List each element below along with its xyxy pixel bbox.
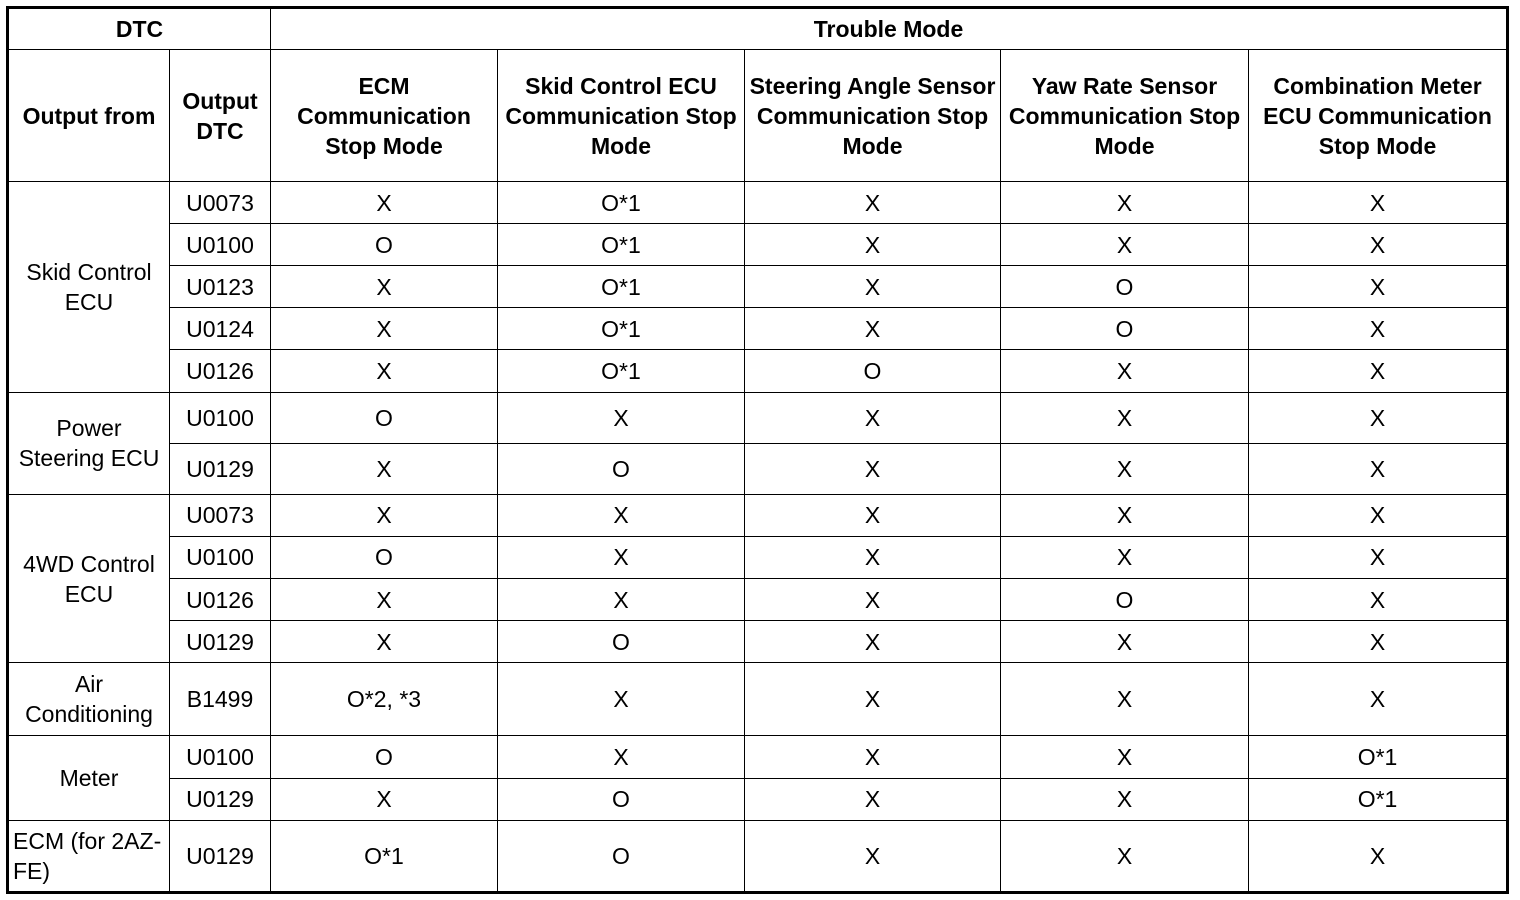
mode-cell: X (498, 579, 745, 621)
mode-cell: X (271, 443, 498, 494)
table-row (8, 621, 1508, 663)
output-from-cell: Air Conditioning (8, 663, 170, 736)
mode-cell: X (271, 308, 498, 350)
mode-cell: O (1001, 266, 1249, 308)
mode-cell: X (1001, 736, 1249, 778)
table-row (8, 536, 1508, 578)
mode-cell: O*1 (498, 224, 745, 266)
table-row (8, 224, 1508, 266)
mode-cell: X (745, 392, 1001, 443)
table-row (8, 308, 1508, 350)
mode-header-yaw-rate: Yaw Rate Sensor Communication Stop Mode (1001, 50, 1249, 182)
mode-header-skid-control: Skid Control ECU Communication Stop Mode (498, 50, 745, 182)
table-row (8, 494, 1508, 536)
dtc-header: DTC (8, 8, 271, 50)
output-from-header: Output from (8, 50, 170, 182)
mode-cell: X (745, 820, 1001, 892)
mode-cell: X (1249, 494, 1508, 536)
mode-cell: X (1249, 308, 1508, 350)
output-from-cell: Skid Control ECU (8, 182, 170, 393)
mode-cell: X (1001, 621, 1249, 663)
dtc-code-cell: U0124 (170, 308, 271, 350)
mode-cell: O (498, 778, 745, 820)
mode-cell: X (745, 224, 1001, 266)
mode-cell: O (271, 392, 498, 443)
mode-cell: O (271, 736, 498, 778)
mode-cell: X (745, 494, 1001, 536)
mode-cell: X (1001, 820, 1249, 892)
output-from-cell: 4WD Control ECU (8, 494, 170, 662)
output-from-cell: ECM (for 2AZ-FE) (8, 820, 170, 892)
dtc-code-cell: U0129 (170, 621, 271, 663)
mode-cell: X (745, 443, 1001, 494)
mode-cell: X (1249, 621, 1508, 663)
mode-cell: X (1249, 579, 1508, 621)
mode-cell: X (1001, 778, 1249, 820)
mode-cell: X (1001, 224, 1249, 266)
mode-cell: O (1001, 308, 1249, 350)
mode-cell: X (745, 308, 1001, 350)
mode-cell: X (271, 778, 498, 820)
mode-cell: O (745, 350, 1001, 392)
mode-cell: O*1 (271, 820, 498, 892)
output-from-cell: Meter (8, 736, 170, 820)
dtc-code-cell: U0100 (170, 392, 271, 443)
mode-cell: X (1001, 350, 1249, 392)
mode-cell: O*1 (1249, 736, 1508, 778)
dtc-trouble-mode-table (6, 6, 1509, 894)
mode-cell: X (1249, 392, 1508, 443)
mode-cell: X (1249, 663, 1508, 736)
mode-cell: O*1 (498, 182, 745, 224)
mode-cell: X (745, 182, 1001, 224)
dtc-code-cell: U0100 (170, 736, 271, 778)
mode-cell: X (1001, 392, 1249, 443)
mode-cell: X (1249, 820, 1508, 892)
dtc-code-cell: U0129 (170, 778, 271, 820)
mode-cell: O*1 (498, 308, 745, 350)
dtc-code-cell: U0123 (170, 266, 271, 308)
mode-cell: X (1249, 224, 1508, 266)
mode-cell: X (1249, 443, 1508, 494)
mode-cell: O*2, *3 (271, 663, 498, 736)
mode-cell: X (745, 621, 1001, 663)
table-row (8, 736, 1508, 778)
mode-cell: X (745, 536, 1001, 578)
mode-cell: X (498, 736, 745, 778)
mode-cell: X (1249, 266, 1508, 308)
mode-cell: X (1001, 536, 1249, 578)
dtc-code-cell: U0129 (170, 820, 271, 892)
table-row (8, 663, 1508, 736)
mode-cell: X (498, 392, 745, 443)
dtc-code-cell: U0126 (170, 350, 271, 392)
mode-cell: X (271, 494, 498, 536)
mode-cell: X (271, 350, 498, 392)
mode-cell: O (271, 224, 498, 266)
mode-cell: X (745, 579, 1001, 621)
output-from-cell: Power Steering ECU (8, 392, 170, 494)
table-row (8, 579, 1508, 621)
mode-cell: X (271, 621, 498, 663)
table-row (8, 350, 1508, 392)
mode-cell: X (271, 579, 498, 621)
table-row (8, 392, 1508, 443)
mode-cell: O (498, 443, 745, 494)
mode-cell: X (498, 536, 745, 578)
mode-cell: X (1249, 536, 1508, 578)
dtc-code-cell: U0100 (170, 536, 271, 578)
dtc-code-cell: U0073 (170, 494, 271, 536)
mode-header-combination-meter: Combination Meter ECU Communication Stop Mode (1249, 50, 1508, 182)
table-row (8, 820, 1508, 892)
table-row (8, 778, 1508, 820)
mode-cell: X (498, 494, 745, 536)
mode-cell: O*1 (498, 350, 745, 392)
mode-cell: X (498, 663, 745, 736)
dtc-code-cell: B1499 (170, 663, 271, 736)
dtc-code-cell: U0100 (170, 224, 271, 266)
table-row (8, 443, 1508, 494)
mode-cell: X (1249, 350, 1508, 392)
mode-cell: X (745, 266, 1001, 308)
mode-header-steering-angle: Steering Angle Sensor Communication Stop Mode (745, 50, 1001, 182)
dtc-code-cell: U0126 (170, 579, 271, 621)
mode-cell: X (1001, 443, 1249, 494)
mode-cell: X (1001, 182, 1249, 224)
mode-cell: X (745, 663, 1001, 736)
mode-cell: X (1001, 663, 1249, 736)
mode-cell: X (271, 266, 498, 308)
mode-cell: X (1001, 494, 1249, 536)
mode-cell: O (498, 820, 745, 892)
mode-cell: O (498, 621, 745, 663)
mode-cell: O*1 (1249, 778, 1508, 820)
mode-cell: X (745, 778, 1001, 820)
mode-cell: O*1 (498, 266, 745, 308)
mode-cell: O (1001, 579, 1249, 621)
mode-cell: X (271, 182, 498, 224)
dtc-code-cell: U0073 (170, 182, 271, 224)
mode-cell: X (1249, 182, 1508, 224)
output-dtc-header: Output DTC (170, 50, 271, 182)
mode-cell: O (271, 536, 498, 578)
mode-cell: X (745, 736, 1001, 778)
table-row (8, 266, 1508, 308)
table-row (8, 182, 1508, 224)
dtc-code-cell: U0129 (170, 443, 271, 494)
mode-header-ecm: ECM Communication Stop Mode (271, 50, 498, 182)
trouble-mode-header: Trouble Mode (271, 8, 1508, 50)
